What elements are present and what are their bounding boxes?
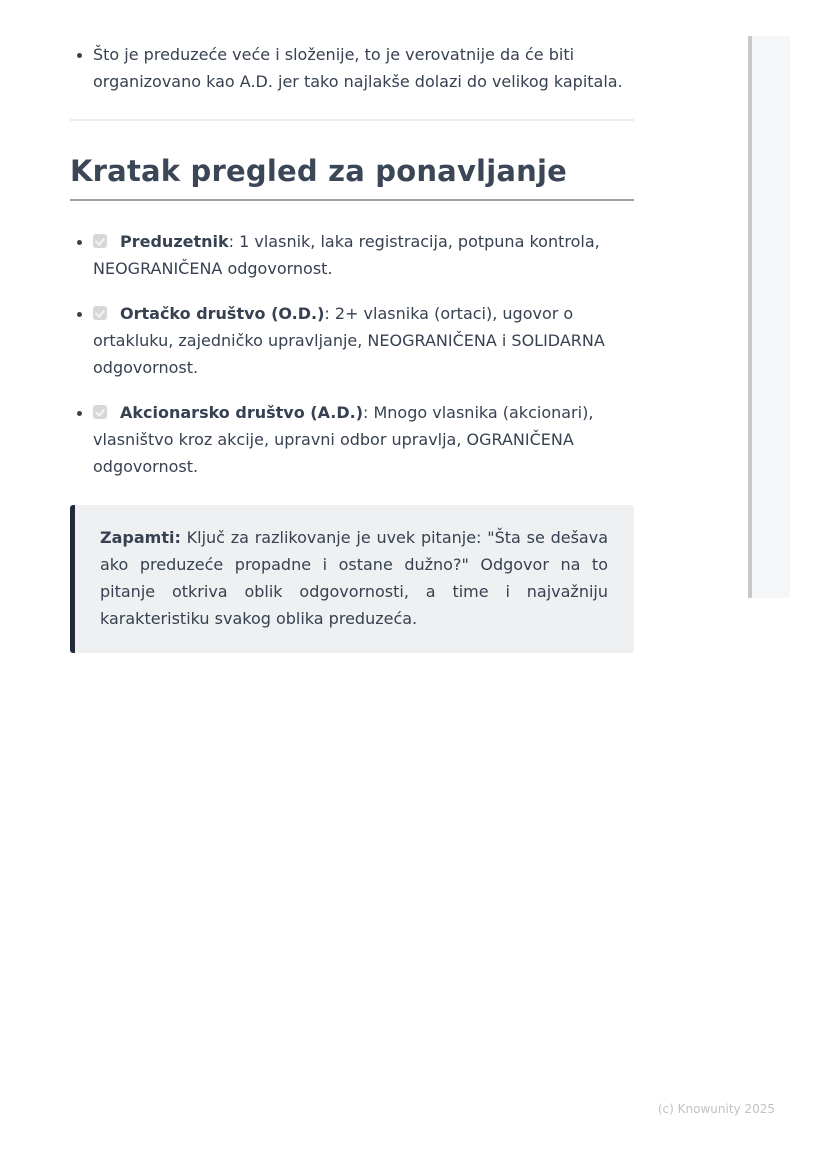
list-item-text: : 1 vlasnik, laka registracija, potpuna kontrola, NEOGRANIČENA odgovornost. — [93, 232, 600, 278]
reminder-callout — [70, 505, 634, 653]
list-item — [93, 399, 634, 480]
list-item-text: : 2+ vlasnika (ortaci), ugovor o ortakluku, zajedničko upravljanje, NEOGRANIČENA i SOLIDARNA odgovornost. — [93, 304, 605, 377]
list-item-title: Akcionarsko društvo (A.D.) — [120, 403, 363, 422]
list-item-title: Preduzetnik — [120, 232, 229, 251]
list-item-title: Ortačko društvo (O.D.) — [120, 304, 325, 323]
callout-label: Zapamti: — [100, 528, 181, 547]
copyright-footer: (c) Knowunity 2025 — [657, 1102, 775, 1116]
checked-checkbox-icon — [93, 405, 107, 419]
checked-checkbox-icon — [93, 306, 107, 320]
page-title: Kratak pregled za ponavljanje — [70, 154, 634, 201]
intro-bullet-text: Što je preduzeće veće i složenije, to je verovatnije da će biti organizovano kao A.D. jer tako najlakše dolazi do velikog kapitala. — [93, 45, 623, 91]
section-divider — [70, 119, 634, 121]
checked-checkbox-icon — [93, 234, 107, 248]
list-item-text: : Mnogo vlasnika (akcionari), vlasništvo kroz akcije, upravni odbor upravlja, OGRANIČENA odgovornost. — [93, 403, 594, 476]
intro-bullet-list — [70, 41, 634, 95]
callout-text: Ključ za razlikovanje je uvek pitanje: "Šta se dešava ako preduzeće propadne i ostane dužno?" Odgovor na to pitanje otkriva oblik odgovornosti, a time i najvažniju karakteristiku svakog oblika preduzeća. — [100, 528, 608, 628]
summary-check-list — [70, 228, 634, 480]
intro-bullet-item — [93, 41, 634, 95]
document-content — [70, 0, 634, 653]
list-item — [93, 300, 634, 381]
list-item — [93, 228, 634, 282]
next-page-edge-strip — [748, 36, 790, 598]
